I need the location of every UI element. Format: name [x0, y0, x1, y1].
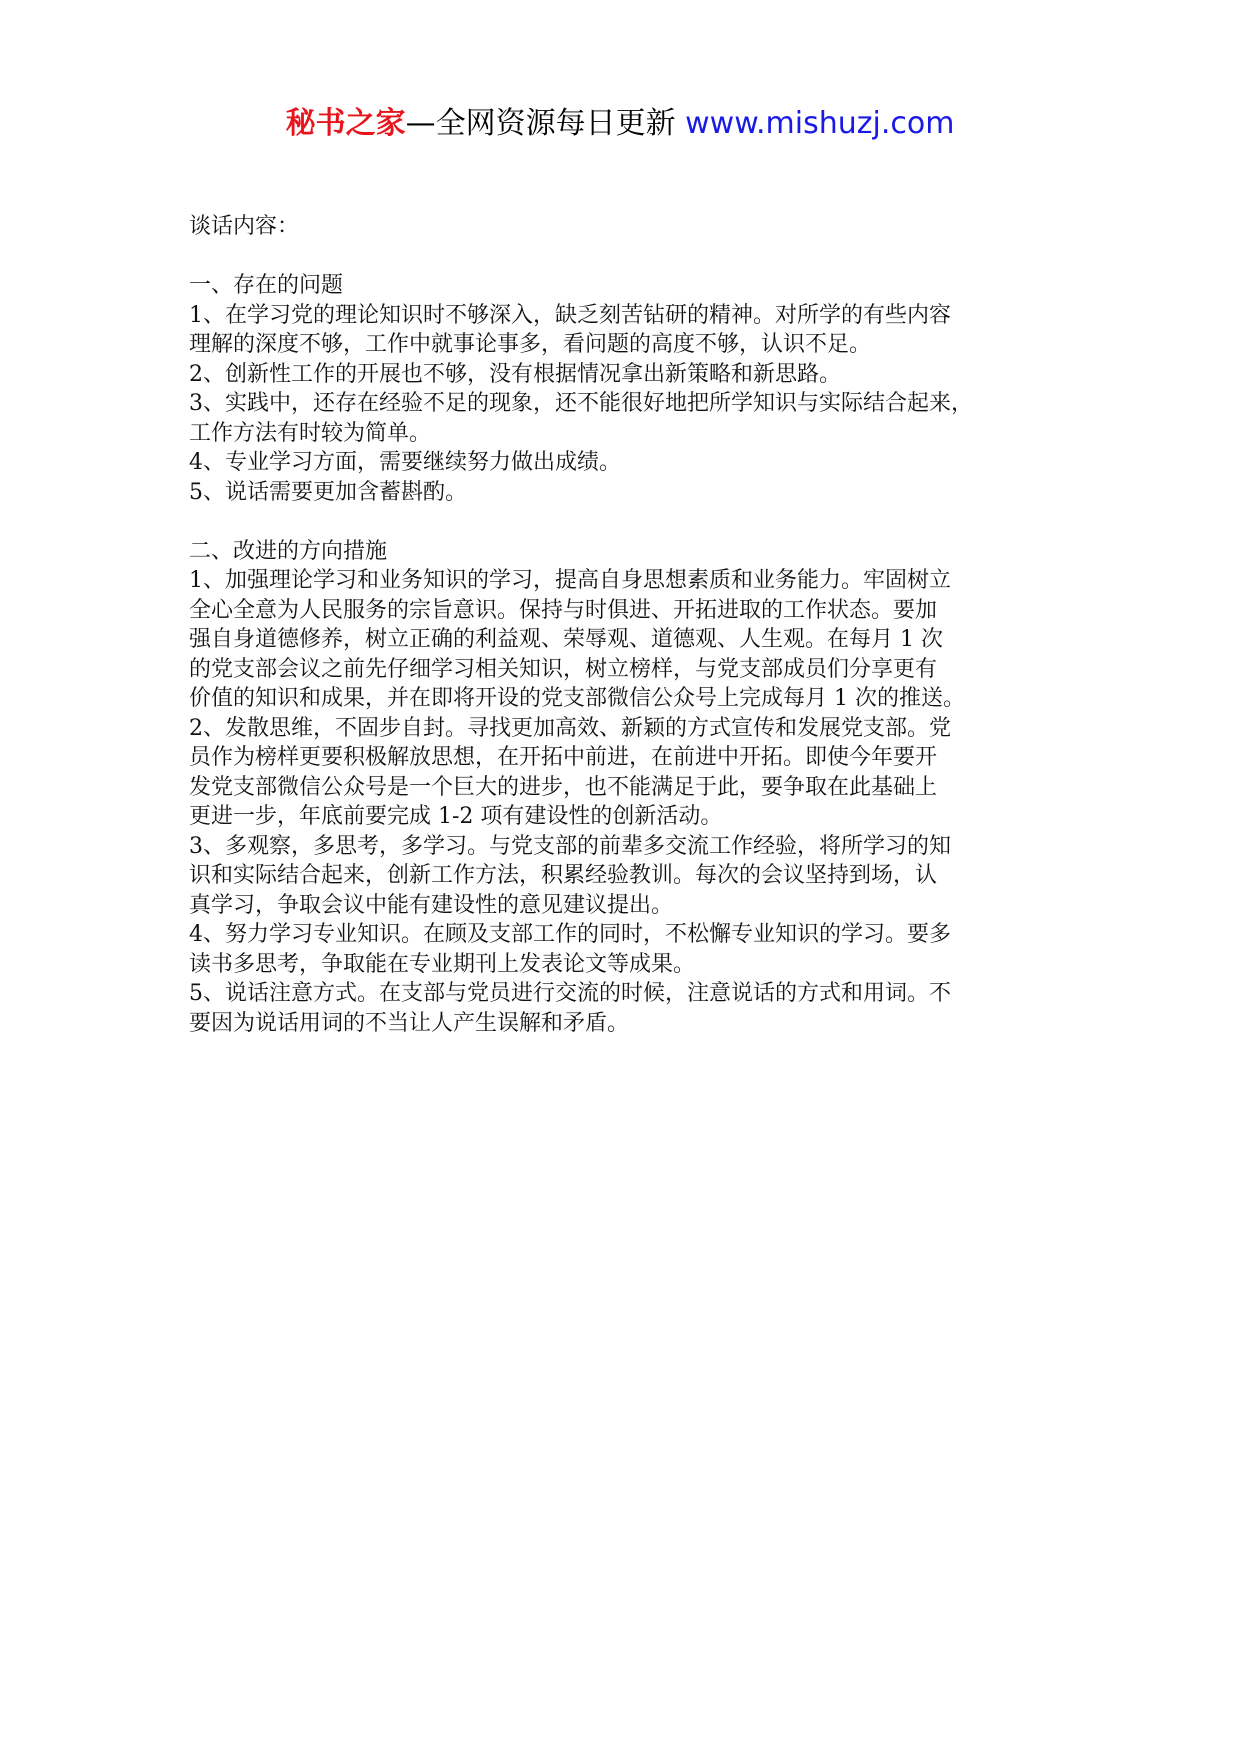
text-line: 5、说话需要更加含蓄斟酌。	[189, 479, 467, 505]
text-line: 发党支部微信公众号是一个巨大的进步，也不能满足于此，要争取在此基础上	[189, 774, 938, 800]
text-line: 强自身道德修养，树立正确的利益观、荣辱观、道德观、人生观。在每月 1 次	[189, 627, 943, 652]
spacer	[189, 507, 1069, 537]
page-header	[0, 98, 1240, 150]
text-line: 5、说话注意方式。在支部与党员进行交流的时候，注意说话的方式和用词。不	[189, 981, 951, 1006]
text-line: 更进一步，年底前要完成 1-2 项有建设性的创新活动。	[189, 804, 723, 829]
text-line: 1、在学习党的理论知识时不够深入，缺乏刻苦钻研的精神。对所学的有些内容	[189, 302, 951, 328]
text-line: 员作为榜样更要积极解放思想，在开拓中前进，在前进中开拓。即使今年要开	[189, 745, 938, 770]
spacer	[189, 242, 1069, 272]
site-url[interactable]: www.mishuzj.com	[685, 106, 955, 141]
brand-name: 秘书之家	[285, 106, 406, 141]
text-line: 4、专业学习方面，需要继续努力做出成绩。	[189, 450, 621, 475]
text-line: 3、实践中，还存在经验不足的现象，还不能很好地把所学知识与实际结合起来，	[189, 391, 973, 416]
text-line: 读书多思考，争取能在专业期刊上发表论文等成果。	[189, 951, 696, 977]
text-line: 识和实际结合起来，创新工作方法，积累经验教训。每次的会议坚持到场，认	[189, 863, 938, 888]
text-line: 1、加强理论学习和业务知识的学习，提高自身思想素质和业务能力。牢固树立	[189, 568, 951, 593]
text-line: 要因为说话用词的不当让人产生误解和矛盾。	[189, 1010, 630, 1036]
text-line: 4、努力学习专业知识。在顾及支部工作的同时，不松懈专业知识的学习。要多	[189, 922, 951, 947]
header-slogan: —全网资源每日更新	[405, 106, 686, 141]
text-line: 的党支部会议之前先仔细学习相关知识，树立榜样，与党支部成员们分享更有	[189, 656, 938, 682]
section-heading-problems: 一、存在的问题	[189, 273, 344, 298]
text-line: 工作方法有时较为简单。	[189, 420, 432, 446]
text-line: 理解的深度不够，工作中就事论事多，看问题的高度不够，认识不足。	[189, 332, 872, 357]
text-line: 全心全意为人民服务的宗旨意识。保持与时俱进、开拓进取的工作状态。要加	[189, 597, 938, 623]
text-line: 3、多观察，多思考，多学习。与党支部的前辈多交流工作经验，将所学习的知	[189, 833, 951, 859]
text-line: 真学习，争取会议中能有建设性的意见建议提出。	[189, 892, 674, 918]
text-line: 2、创新性工作的开展也不够，没有根据情况拿出新策略和新思路。	[189, 361, 841, 387]
intro-label: 谈话内容：	[189, 214, 300, 239]
section-heading-measures: 二、改进的方向措施	[189, 538, 388, 564]
text-line: 2、发散思维，不固步自封。寻找更加高效、新颖的方式宣传和发展党支部。党	[189, 715, 951, 741]
text-line: 价值的知识和成果，并在即将开设的党支部微信公众号上完成每月 1 次的推送。	[189, 686, 965, 711]
document-body	[189, 212, 1069, 1038]
